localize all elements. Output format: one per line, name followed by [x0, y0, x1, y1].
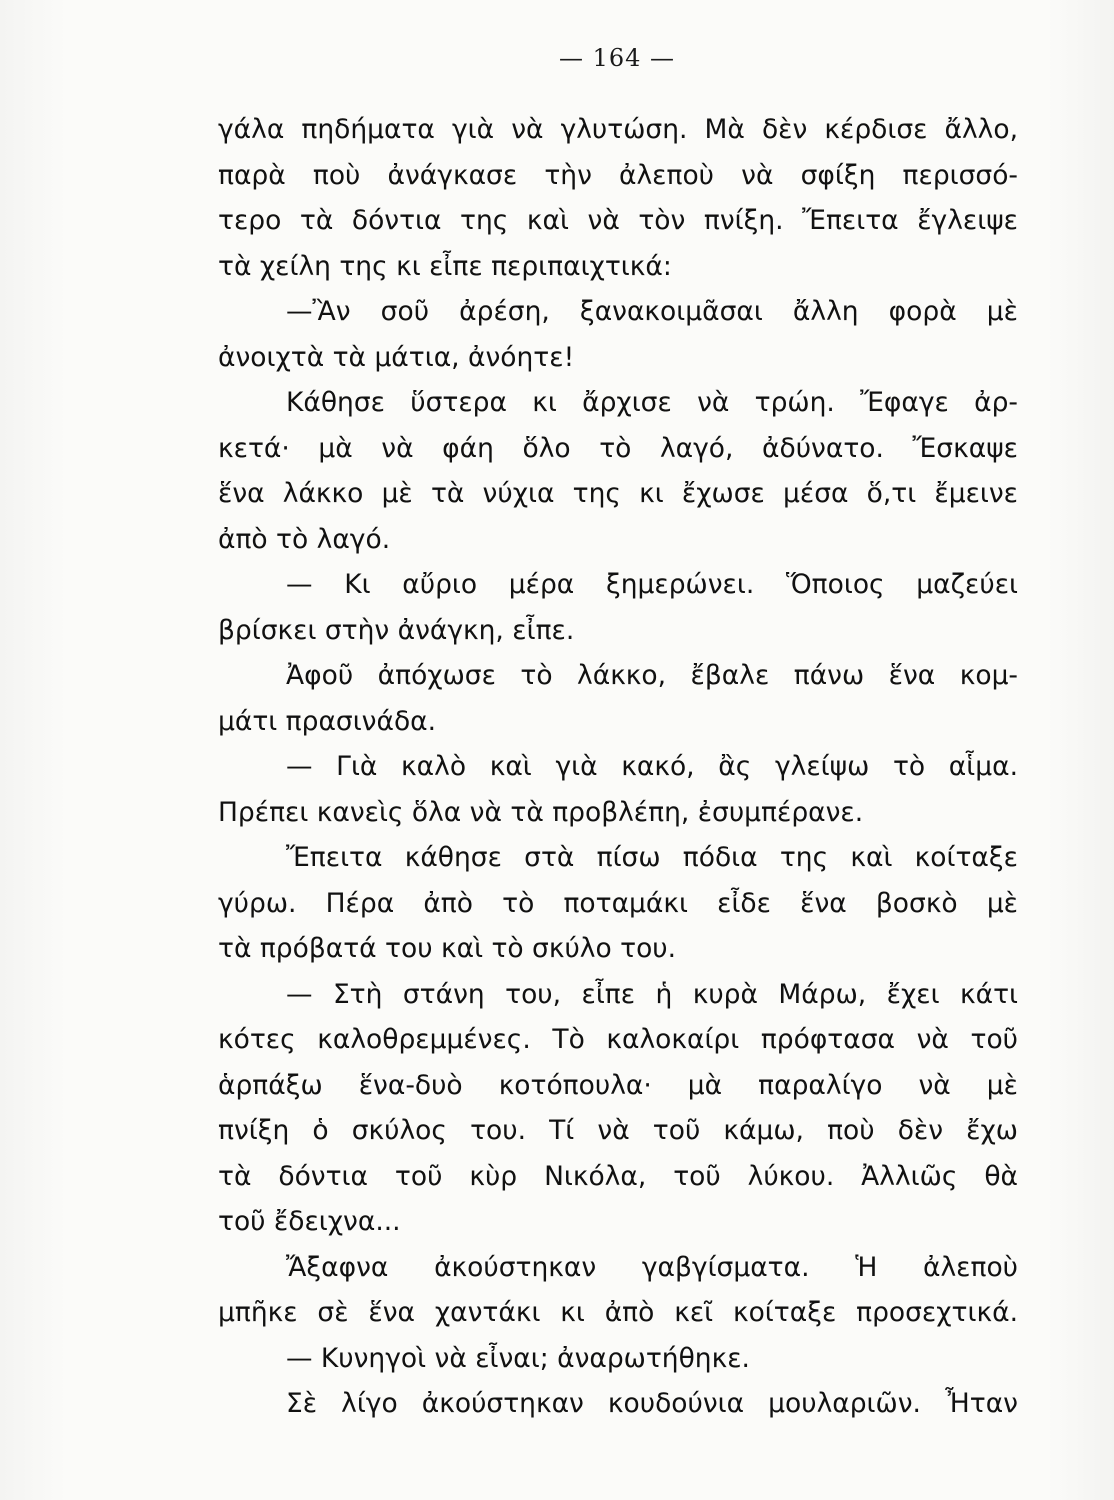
- text-line: πνίξη ὁ σκύλος του. Τί νὰ τοῦ κάμω, ποὺ δὲν ἔχω: [218, 1115, 1018, 1146]
- text-line: Κάθησε ὕστερα κι ἄρχισε νὰ τρώη. Ἔφαγε ἀρ-: [286, 387, 1018, 418]
- text-line: τοῦ ἔδειχνα...: [218, 1206, 401, 1237]
- text-line: τὰ χείλη της κι εἶπε περιπαιχτικά:: [218, 250, 672, 282]
- text-line: μάτι πρασινάδα.: [218, 705, 437, 737]
- text-line: γύρω. Πέρα ἀπὸ τὸ ποταμάκι εἶδε ἕνα βοσκὸ μὲ: [218, 887, 1018, 919]
- text-line: παρὰ ποὺ ἀνάγκασε τὴν ἀλεποὺ νὰ σφίξη περισσό-: [218, 159, 1018, 191]
- text-line: κότες καλοθρεμμένες. Τὸ καλοκαίρι πρόφτασα νὰ τοῦ: [218, 1024, 1018, 1055]
- text-line: βρίσκει στὴν ἀνάγκη, εἶπε.: [218, 614, 575, 646]
- text-line: — Κυνηγοὶ νὰ εἶναι; ἀναρωτήθηκε.: [286, 1342, 750, 1374]
- text-line: ἀνοιχτὰ τὰ μάτια, ἀνόητε!: [218, 341, 575, 373]
- text-line: Πρέπει κανεὶς ὅλα νὰ τὰ προβλέπη, ἐσυμπέρανε.: [218, 796, 864, 828]
- text-line: κετά· μὰ νὰ φάη ὅλο τὸ λαγό, ἀδύνατο. Ἔσκαψε: [218, 432, 1018, 464]
- text-line: τερο τὰ δόντια της καὶ νὰ τὸν πνίξη. Ἔπειτα ἔγλειψε: [218, 205, 1018, 236]
- text-line: Σὲ λίγο ἀκούστηκαν κουδούνια μουλαριῶν. Ἦταν: [286, 1388, 1018, 1419]
- page-number: — 164 —: [558, 44, 676, 72]
- text-line: — Στὴ στάνη του, εἶπε ἡ κυρὰ Μάρω, ἔχει κάτι: [286, 978, 1018, 1010]
- text-line: Ἀφοῦ ἀπόχωσε τὸ λάκκο, ἔβαλε πάνω ἕνα κομ-: [286, 660, 1018, 691]
- text-line: — Κι αὔριο μέρα ξημερώνει. Ὅποιος μαζεύει: [286, 569, 1018, 600]
- text-line: ἁρπάξω ἕνα-δυὸ κοτόπουλα· μὰ παραλίγο νὰ μὲ: [218, 1069, 1018, 1101]
- text-line: ἕνα λάκκο μὲ τὰ νύχια της κι ἔχωσε μέσα ὅ,τι ἔμεινε: [218, 478, 1018, 509]
- text-line: τὰ πρόβατά του καὶ τὸ σκύλο του.: [218, 933, 677, 964]
- text-line: μπῆκε σὲ ἕνα χαντάκι κι ἀπὸ κεῖ κοίταξε προσεχτικά.: [218, 1297, 1018, 1328]
- text-line: ἀπὸ τὸ λαγό.: [218, 523, 391, 555]
- text-line: — Γιὰ καλὸ καὶ γιὰ κακό, ἂς γλείψω τὸ αἷμα.: [286, 751, 1018, 782]
- page-body: [218, 107, 1018, 1427]
- text-line: —Ἂν σοῦ ἀρέση, ξανακοιμᾶσαι ἄλλη φορὰ μὲ: [286, 296, 1018, 327]
- text-line: Ἄξαφνα ἀκούστηκαν γαβγίσματα. Ἡ ἀλεποὺ: [286, 1251, 1018, 1283]
- text-line: τὰ δόντια τοῦ κὺρ Νικόλα, τοῦ λύκου. Ἀλλιῶς θὰ: [218, 1160, 1018, 1192]
- text-line: Ἔπειτα κάθησε στὰ πίσω πόδια της καὶ κοίταξε: [286, 842, 1018, 873]
- text-line: γάλα πηδήματα γιὰ νὰ γλυτώση. Μὰ δὲν κέρδισε ἄλλο,: [218, 114, 1018, 145]
